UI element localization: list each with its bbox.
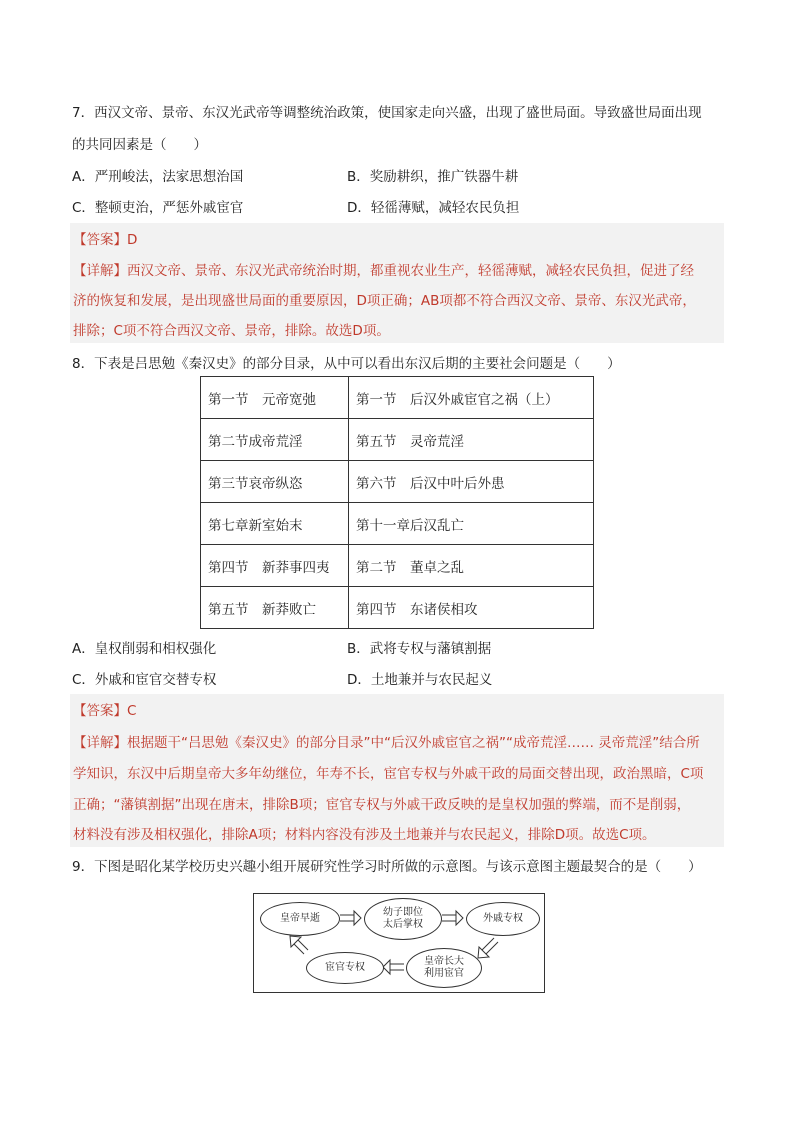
q7-answer-block (70, 223, 724, 343)
arrow-up-left-icon (290, 936, 308, 954)
q7-option-d: D．轻徭薄赋，减轻农民负担 (347, 200, 520, 216)
detail-label: 【详解】 (73, 263, 127, 279)
q8-option-d: D．土地兼并与农民起义 (347, 672, 493, 688)
answer-value: C (127, 703, 137, 719)
table-cell: 第一节 后汉外戚宦官之祸（上） (349, 377, 594, 419)
q8-stem: 8．下表是吕思勉《秦汉史》的部分目录，从中可以看出东汉后期的主要社会问题是（ ） (72, 356, 621, 372)
arrow-down-left-icon (478, 938, 498, 958)
q8-answer-line (73, 699, 136, 719)
answer-label: 【答案】 (73, 703, 127, 719)
table-cell: 第二节成帝荒淫 (201, 419, 349, 461)
q7-option-b: B．奖励耕织，推广铁器牛耕 (347, 169, 519, 185)
node-label: 利用宦官 (424, 968, 464, 979)
node-young-heir-empress-dowager (364, 898, 442, 940)
table-cell: 第十一章后汉乱亡 (349, 503, 594, 545)
arrow-right-icon (442, 911, 463, 925)
node-eunuch-power (306, 952, 384, 984)
table-row (201, 419, 594, 461)
q8-answer-block (70, 694, 724, 847)
q8-option-a: A．皇权削弱和相权强化 (72, 641, 217, 657)
table-row (201, 377, 594, 419)
q7-option-a: A．严刑峻法，法家思想治国 (72, 169, 244, 185)
table-cell: 第二节 董卓之乱 (349, 545, 594, 587)
cycle-diagram (253, 893, 545, 993)
answer-label: 【答案】 (73, 232, 127, 248)
node-label: 外戚专权 (483, 913, 523, 924)
table-cell: 第五节 新莽败亡 (201, 587, 349, 629)
table-cell: 第三节哀帝纵恣 (201, 461, 349, 503)
q7-answer-line (73, 228, 137, 248)
q7-option-c: C．整顿吏治，严惩外戚宦官 (72, 200, 244, 216)
q8-detail-line1 (73, 731, 700, 751)
q7-detail-line2: 济的恢复和发展，是出现盛世局面的重要原因，D项正确；AB项都不符合西汉文帝、景帝、东汉光武帝， (73, 293, 696, 309)
table-cell: 第七章新室始末 (201, 503, 349, 545)
table-cell: 第五节 灵帝荒淫 (349, 419, 594, 461)
node-emperor-grows-uses-eunuchs (406, 948, 482, 988)
q9-stem: 9．下图是昭化某学校历史兴趣小组开展研究性学习时所做的示意图。与该示意图主题最契合的是（ ） (72, 859, 702, 875)
node-emperor-early-death (260, 902, 340, 936)
node-consort-clan-power (466, 902, 540, 936)
node-label: 太后掌权 (383, 919, 423, 930)
q8-detail-line4: 材料没有涉及相权强化，排除A项；材料内容没有涉及土地兼并与农民起义，排除D项。故选C项。 (73, 827, 656, 843)
table-row (201, 545, 594, 587)
node-label: 宦官专权 (325, 962, 365, 973)
table-row (201, 587, 594, 629)
node-label: 皇帝长大 (424, 956, 464, 967)
q7-stem-line2: 的共同因素是（ ） (72, 137, 207, 153)
arrow-right-icon (340, 911, 361, 925)
answer-value: D (127, 232, 138, 248)
table-row (201, 503, 594, 545)
detail-label: 【详解】 (73, 735, 127, 751)
q7-detail-line3: 排除；C项不符合西汉文帝、景帝，排除。故选D项。 (73, 323, 390, 339)
table-cell: 第一节 元帝宽弛 (201, 377, 349, 419)
node-label: 幼子即位 (383, 907, 423, 918)
table-cell: 第四节 新莽事四夷 (201, 545, 349, 587)
toc-table (200, 376, 594, 629)
table-cell: 第六节 后汉中叶后外患 (349, 461, 594, 503)
q7-stem-line1: 7．西汉文帝、景帝、东汉光武帝等调整统治政策，使国家走向兴盛，出现了盛世局面。导致盛世局面出现 (72, 105, 702, 121)
q8-option-b: B．武将专权与藩镇割据 (347, 641, 492, 657)
arrow-left-icon (383, 960, 404, 974)
table-cell: 第四节 东诸侯相攻 (349, 587, 594, 629)
detail-text: 根据题干“吕思勉《秦汉史》的部分目录”中“后汉外戚宦官之祸”“成帝荒淫…… 灵帝荒淫”结合所 (127, 735, 700, 751)
q8-detail-line2: 学知识，东汉中后期皇帝大多年幼继位，年寿不长，宦官专权与外戚干政的局面交替出现，政治黑暗，C项 (73, 766, 704, 782)
detail-text: 西汉文帝、景帝、东汉光武帝统治时期，都重视农业生产，轻徭薄赋，减轻农民负担，促进了经 (127, 263, 694, 279)
node-label: 皇帝早逝 (280, 913, 320, 924)
q8-detail-line3: 正确；“藩镇割据”出现在唐末，排除B项；宦官专权与外戚干政反映的是皇权加强的弊端，而不是削弱， (73, 797, 691, 813)
q7-detail-line1 (73, 259, 694, 279)
q8-option-c: C．外戚和宦官交替专权 (72, 672, 217, 688)
table-row (201, 461, 594, 503)
